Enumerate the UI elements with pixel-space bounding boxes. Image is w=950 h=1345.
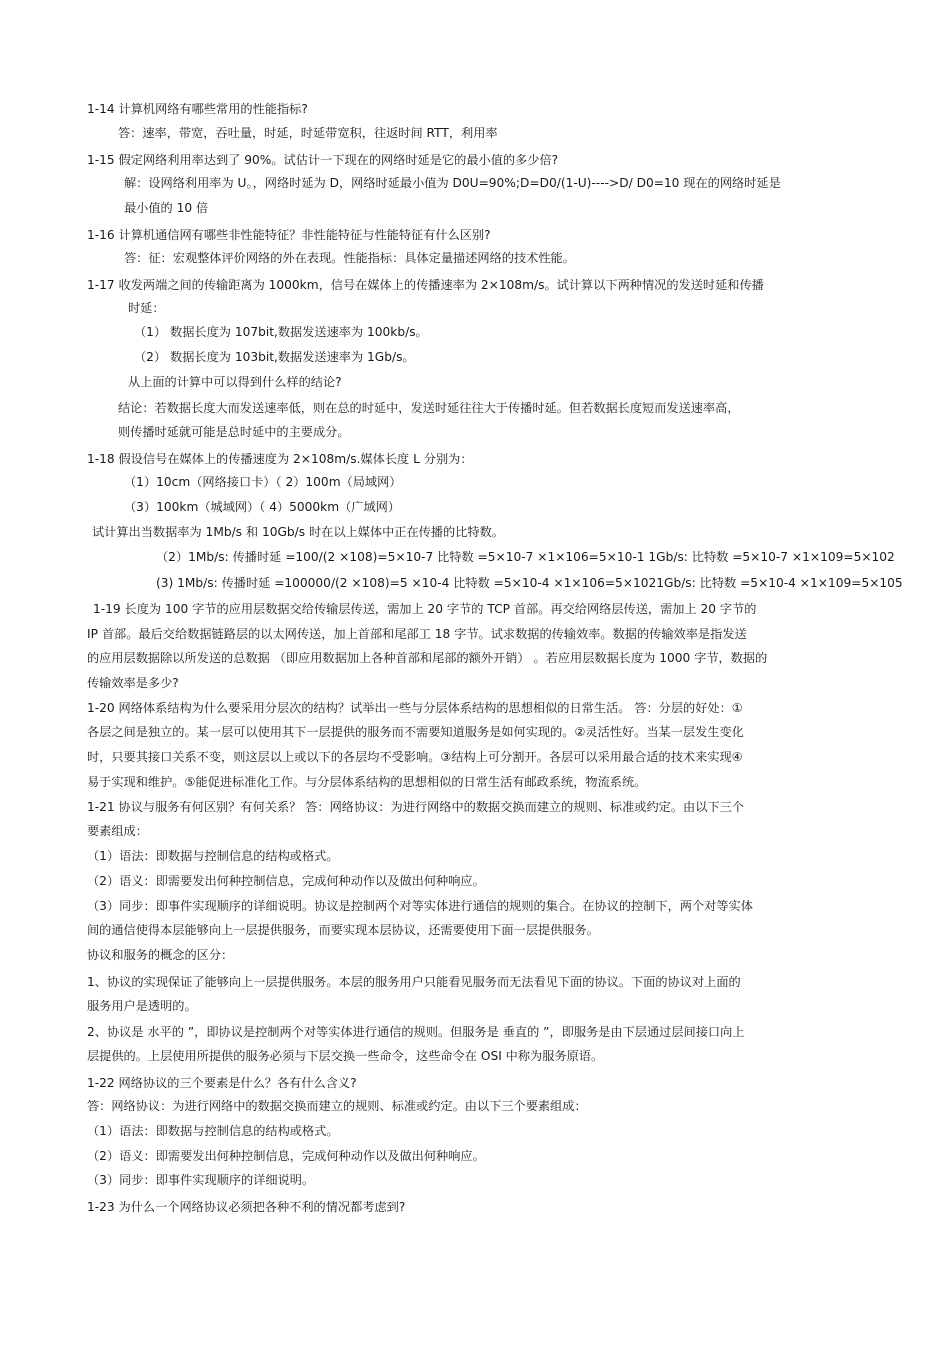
heading-1-18: 1-18 假设信号在媒体上的传播速度为 2×108m/s.媒体长度 L 分别为： (87, 452, 473, 466)
answer-1-21-timing-line2: 间的通信使得本层能够向上一层提供服务，而要实现本层协议，还需要使用下面一层提供服务。 (87, 923, 599, 937)
heading-1-23: 1-23 为什么一个网络协议必须把各种不利的情况都考虑到? (87, 1200, 406, 1214)
heading-1-19-line1: 1-19 长度为 100 字节的应用层数据交给传输层传送，需加上 20 字节的 TCP 首部。再交给网络层传送，需加上 20 字节的 (93, 602, 757, 616)
answer-1-18-case3: (3) 1Mb/s: 传播时延 =100000/(2 ×108)=5 ×10-4 比特数 =5×10-4 ×1×106=5×1021Gb/s: 比特数 =5×10-4 ×1×109=5×105 (156, 576, 903, 590)
heading-1-20-line1: 1-20 网络体系结构为什么要采用分层次的结构？试举出一些与分层体系结构的思想相似的日常生活。 答：分层的好处：① (87, 701, 743, 715)
heading-1-19-line3: 的应用层数据除以所发送的总数据 （即应用数据加上各种首部和尾部的额外开销） 。若应用层数据长度为 1000 字节，数据的 (87, 651, 768, 665)
question-1-18-media-1-2: （1）10cm（网络接口卡）（ 2）100m（局域网） (124, 475, 402, 489)
answer-1-21-line2: 要素组成： (87, 824, 148, 838)
question-1-17-conclusion-prompt: 从上面的计算中可以得到什么样的结论? (128, 375, 342, 389)
answer-1-22-timing: （3）同步：即事件实现顺序的详细说明。 (87, 1173, 315, 1187)
answer-1-21-semantics: （2）语义：即需要发出何种控制信息，完成何种动作以及做出何种响应。 (87, 874, 485, 888)
answer-1-18-case2: （2）1Mb/s: 传播时延 =100/(2 ×108)=5×10-7 比特数 =5×10-7 ×1×106=5×10-1 1Gb/s: 比特数 =5×10-7 ×1×109=5×102 (156, 550, 895, 564)
question-1-18-task: 试计算出当数据率为 1Mb/s 和 10Gb/s 时在以上媒体中正在传播的比特数。 (92, 525, 504, 539)
answer-1-21-syntax: （1）语法：即数据与控制信息的结构或格式。 (87, 849, 339, 863)
question-1-17-case2: （2） 数据长度为 103bit,数据发送速率为 1Gb/s。 (134, 350, 415, 364)
question-1-17-case1: （1） 数据长度为 107bit,数据发送速率为 100kb/s。 (134, 325, 428, 339)
heading-1-14: 1-14 计算机网络有哪些常用的性能指标? (87, 102, 308, 116)
answer-1-22-syntax: （1）语法：即数据与控制信息的结构或格式。 (87, 1124, 339, 1138)
answer-1-17-line2: 则传播时延就可能是总时延中的主要成分。 (118, 425, 350, 439)
heading-1-21-line1: 1-21 协议与服务有何区别？有何关系？ 答：网络协议：为进行网络中的数据交换而建立的规则、标准或约定。由以下三个 (87, 800, 744, 814)
answer-1-22-line1: 答：网络协议：为进行网络中的数据交换而建立的规则、标准或约定。由以下三个要素组成： (87, 1099, 587, 1113)
answer-1-15-line1: 解：设网络利用率为 U。，网络时延为 D，网络时延最小值为 D0U=90%;D=D0/(1-U)---->D/ D0=10 现在的网络时延是 (124, 176, 781, 190)
heading-1-22: 1-22 网络协议的三个要素是什么？各有什么含义? (87, 1076, 357, 1090)
answer-1-16: 答：征：宏观整体评价网络的外在表现。性能指标：具体定量描述网络的技术性能。 (124, 251, 575, 265)
answer-1-17-line1: 结论：若数据长度大而发送速率低，则在总的时延中，发送时延往往大于传播时延。但若数据长度短而发送速率高， (118, 401, 740, 415)
answer-1-21-timing-line1: （3）同步：即事件实现顺序的详细说明。协议是控制两个对等实体进行通信的规则的集合。在协议的控制下，两个对等实体 (87, 899, 753, 913)
answer-1-20-line4: 易于实现和维护。⑤能促进标准化工作。与分层体系结构的思想相似的日常生活有邮政系统，物流系统。 (87, 775, 647, 789)
answer-1-22-semantics: （2）语义：即需要发出何种控制信息，完成何种动作以及做出何种响应。 (87, 1149, 485, 1163)
answer-1-14: 答：速率，带宽，吞吐量，时延，时延带宽积，往返时间 RTT，利用率 (118, 126, 498, 140)
answer-1-20-line2: 各层之间是独立的。某一层可以使用其下一层提供的服务而不需要知道服务是如何实现的。②灵活性好。当某一层发生变化 (87, 725, 744, 739)
heading-1-16: 1-16 计算机通信网有哪些非性能特征？非性能特征与性能特征有什么区别? (87, 228, 491, 242)
answer-1-21-distinction-heading: 协议和服务的概念的区分： (87, 948, 234, 962)
heading-1-19-line4: 传输效率是多少? (87, 676, 179, 690)
heading-1-17-line2: 时延： (128, 301, 165, 315)
answer-1-21-point1-line1: 1、协议的实现保证了能够向上一层提供服务。本层的服务用户只能看见服务而无法看见下面的协议。下面的协议对上面的 (87, 975, 741, 989)
question-1-18-media-3-4: （3）100km（城域网）（ 4）5000km（广域网） (124, 500, 401, 514)
answer-1-21-point2-line1: 2、协议是 水平的 ”，即协议是控制两个对等实体进行通信的规则。但服务是 垂直的 ”，即服务是由下层通过层间接口向上 (87, 1025, 745, 1039)
heading-1-19-line2: IP 首部。最后交给数据链路层的以太网传送，加上首部和尾部工 18 字节。试求数据的传输效率。数据的传输效率是指发送 (87, 627, 747, 641)
answer-1-21-point1-line2: 服务用户是透明的。 (87, 999, 197, 1013)
answer-1-20-line3: 时，只要其接口关系不变，则这层以上或以下的各层均不受影响。③结构上可分割开。各层可以采用最合适的技术来实现④ (87, 750, 743, 764)
heading-1-15: 1-15 假定网络利用率达到了 90%。试估计一下现在的网络时延是它的最小值的多少倍? (87, 153, 559, 167)
answer-1-21-point2-line2: 层提供的。上层使用所提供的服务必须与下层交换一些命令，这些命令在 OSI 中称为服务原语。 (87, 1049, 604, 1063)
heading-1-17-line1: 1-17 收发两端之间的传输距离为 1000km，信号在媒体上的传播速率为 2×108m/s。试计算以下两种情况的发送时延和传播 (87, 278, 764, 292)
answer-1-15-line2: 最小值的 10 倍 (124, 201, 209, 215)
